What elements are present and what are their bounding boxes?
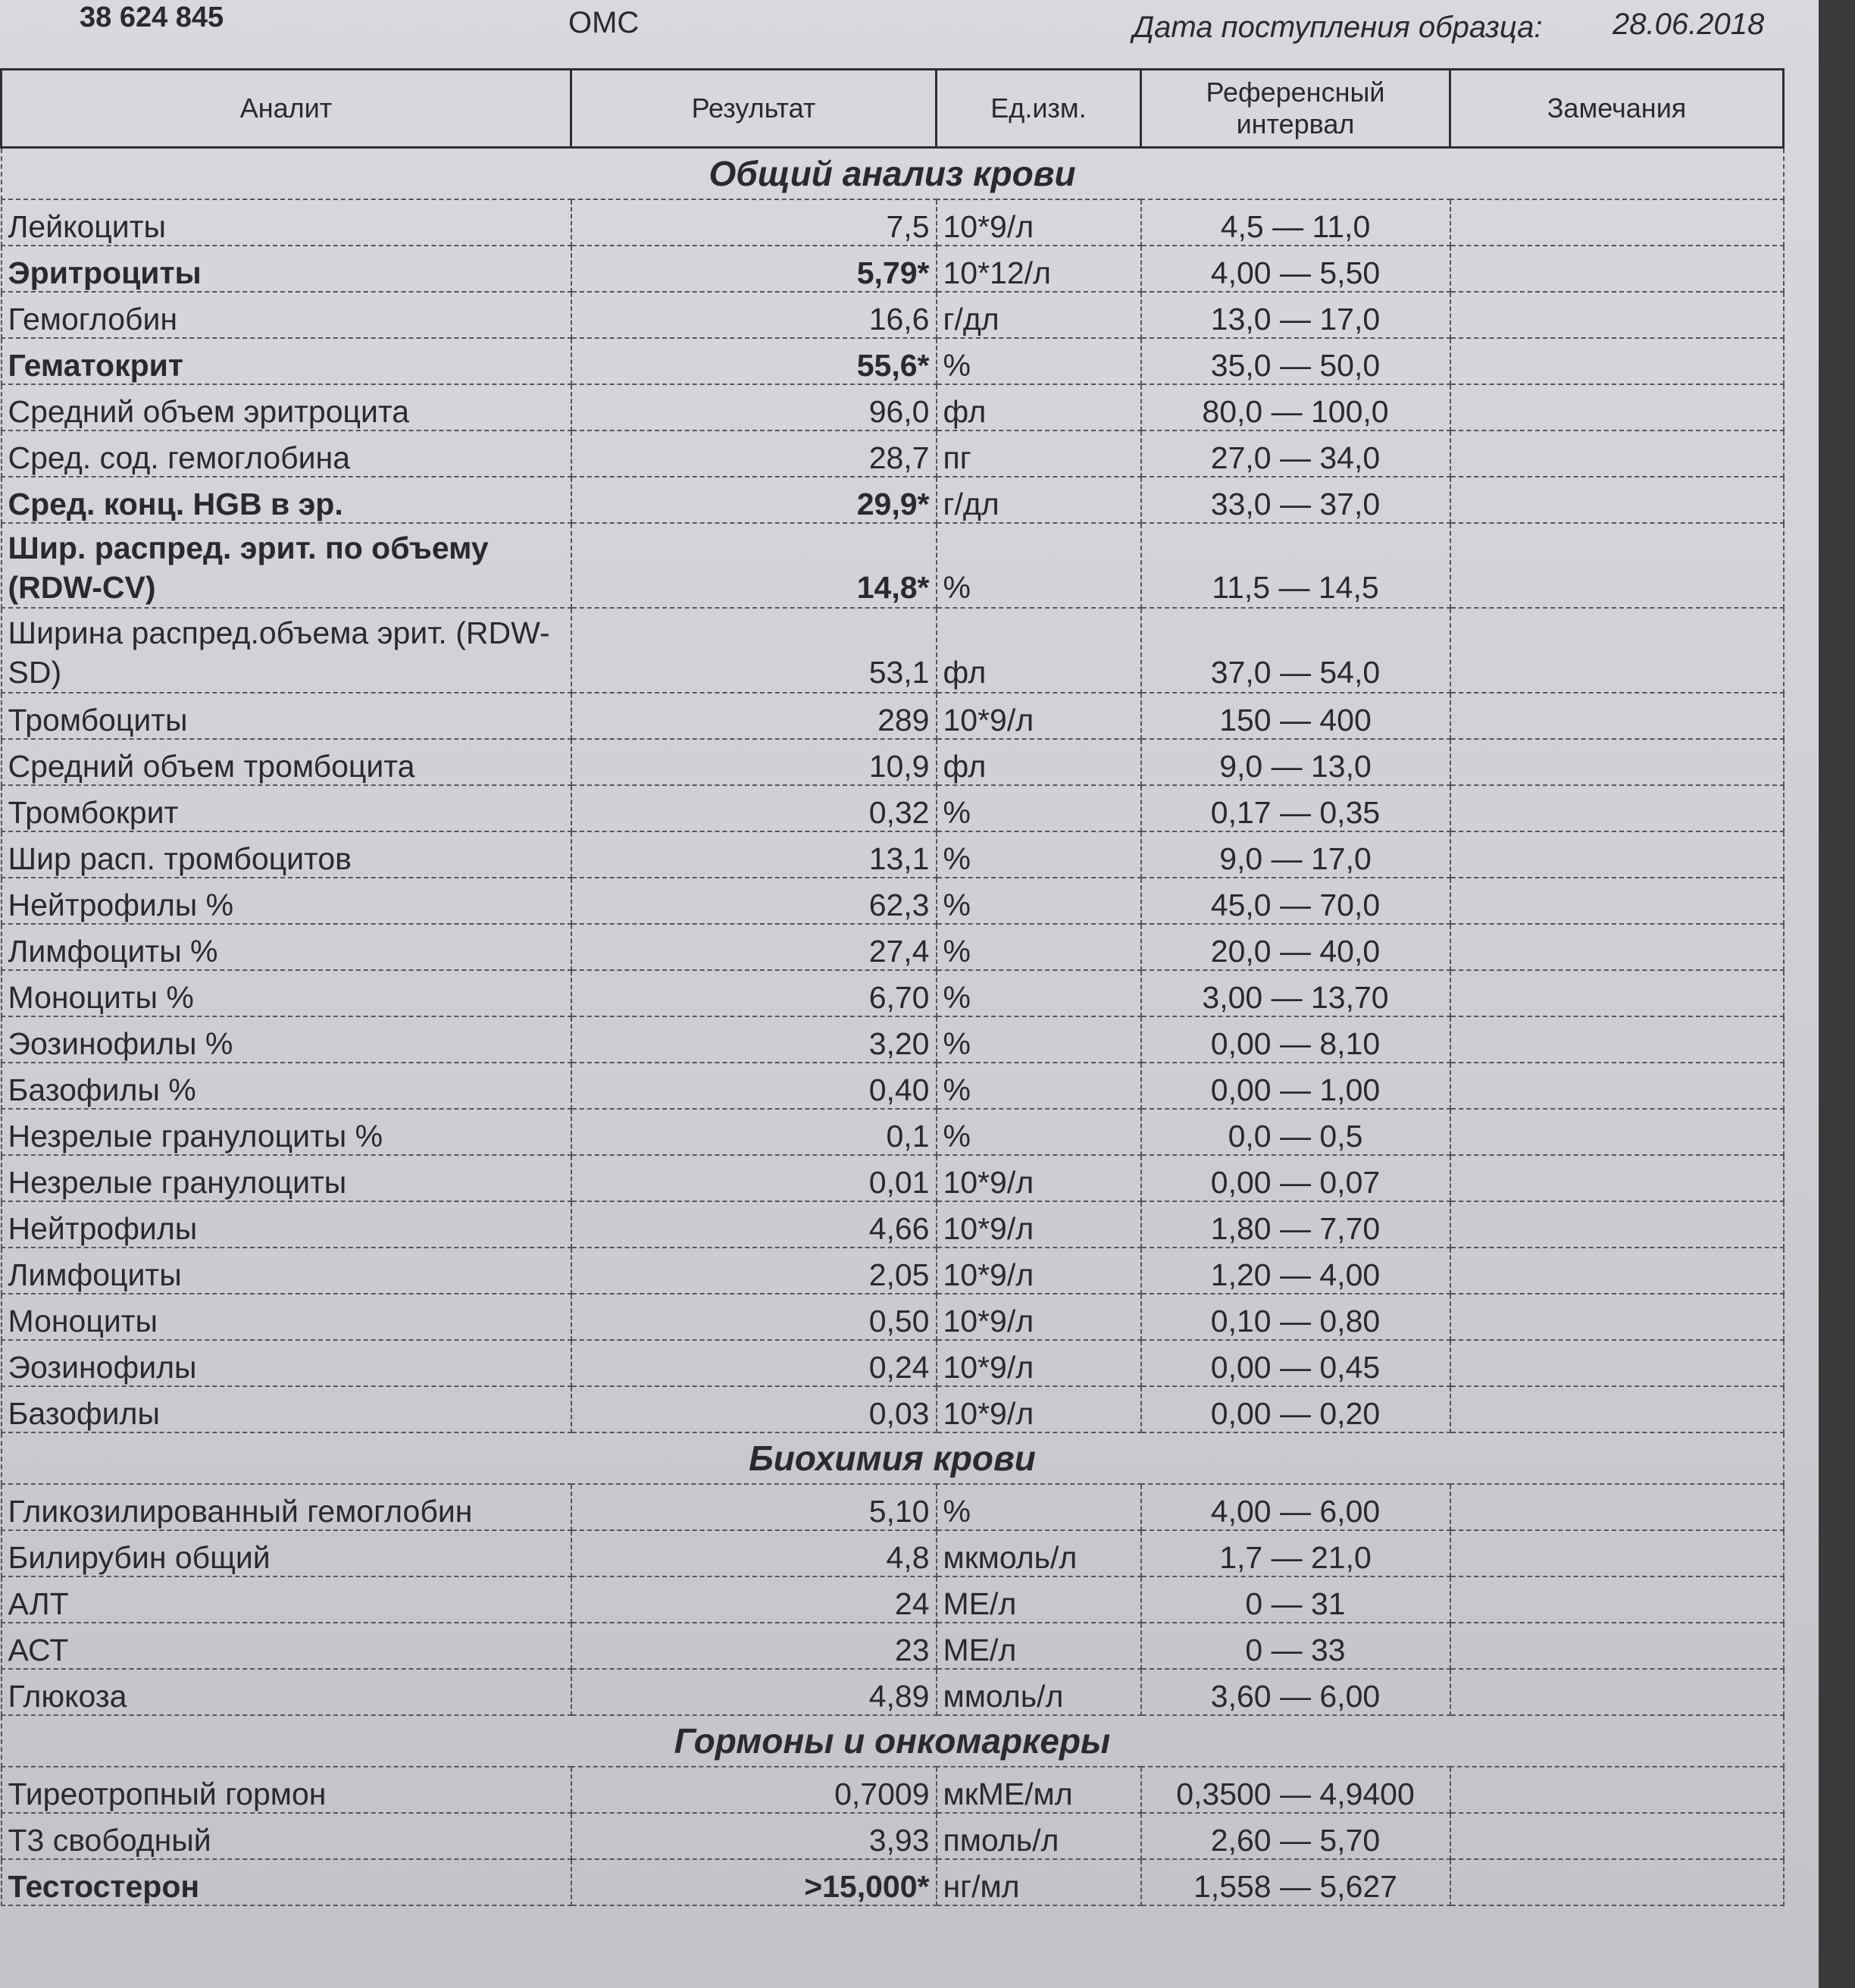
- notes-cell: [1450, 1530, 1784, 1576]
- result-value: 0,24: [571, 1340, 937, 1386]
- result-value: 0,7009: [571, 1767, 937, 1813]
- analyte-name: Моноциты: [2, 1294, 571, 1340]
- analyte-name: Эозинофилы %: [2, 1016, 571, 1063]
- table-row: [2, 430, 1784, 477]
- table-row: [2, 1813, 1784, 1859]
- analyte-name: Нейтрофилы: [2, 1201, 571, 1248]
- table-row: [2, 1669, 1784, 1715]
- result-value: 16,6: [571, 292, 937, 338]
- result-value: 27,4: [571, 924, 937, 970]
- analyte-name: Тромбокрит: [2, 785, 571, 831]
- analyte-name: Гематокрит: [2, 338, 571, 384]
- notes-cell: [1450, 1016, 1784, 1063]
- result-value: 14,8*: [571, 523, 937, 608]
- notes-cell: [1450, 785, 1784, 831]
- table-row: [2, 1016, 1784, 1063]
- table-row: [2, 1484, 1784, 1530]
- notes-cell: [1450, 523, 1784, 608]
- table-header-row: [2, 70, 1784, 148]
- notes-cell: [1450, 970, 1784, 1016]
- reference-interval: 80,0 — 100,0: [1141, 384, 1450, 430]
- unit-value: г/дл: [937, 292, 1141, 338]
- reference-interval: 33,0 — 37,0: [1141, 477, 1450, 523]
- result-value: 13,1: [571, 831, 937, 878]
- table-row: [2, 1294, 1784, 1340]
- notes-cell: [1450, 693, 1784, 739]
- result-value: 0,50: [571, 1294, 937, 1340]
- notes-cell: [1450, 1340, 1784, 1386]
- reference-interval: 3,00 — 13,70: [1141, 970, 1450, 1016]
- reference-interval: 0,00 — 1,00: [1141, 1063, 1450, 1109]
- table-row: [2, 1530, 1784, 1576]
- table-row: [2, 1155, 1784, 1201]
- table-row: [2, 1248, 1784, 1294]
- table-row: [2, 199, 1784, 246]
- analyte-name: Т3 свободный: [2, 1813, 571, 1859]
- result-value: 29,9*: [571, 477, 937, 523]
- section-header-row: [2, 1715, 1784, 1767]
- reference-interval: 0,3500 — 4,9400: [1141, 1767, 1450, 1813]
- table-row: [2, 1767, 1784, 1813]
- analyte-name: Базофилы: [2, 1386, 571, 1432]
- table-row: [2, 523, 1784, 608]
- reference-interval: 9,0 — 17,0: [1141, 831, 1450, 878]
- table-row: [2, 608, 1784, 693]
- result-value: 3,93: [571, 1813, 937, 1859]
- analyte-name: Моноциты %: [2, 970, 571, 1016]
- section-header-row: [2, 148, 1784, 200]
- reference-interval: 27,0 — 34,0: [1141, 430, 1450, 477]
- reference-interval: 0,17 — 0,35: [1141, 785, 1450, 831]
- analyte-name: Средний объем эритроцита: [2, 384, 571, 430]
- unit-value: г/дл: [937, 477, 1141, 523]
- analyte-name: Тиреотропный гормон: [2, 1767, 571, 1813]
- analyte-name: Лимфоциты %: [2, 924, 571, 970]
- unit-value: мкмоль/л: [937, 1530, 1141, 1576]
- column-header-notes: Замечания: [1450, 70, 1784, 148]
- result-value: 23: [571, 1623, 937, 1669]
- unit-value: 10*9/л: [937, 693, 1141, 739]
- reference-interval: 0,00 — 0,20: [1141, 1386, 1450, 1432]
- unit-value: %: [937, 1063, 1141, 1109]
- result-value: 5,10: [571, 1484, 937, 1530]
- analyte-name: Шир расп. тромбоцитов: [2, 831, 571, 878]
- sample-date-label: Дата поступления образца:: [1133, 11, 1543, 44]
- table-row: [2, 1340, 1784, 1386]
- analyte-name: Эозинофилы: [2, 1340, 571, 1386]
- table-row: [2, 739, 1784, 785]
- table-row: [2, 338, 1784, 384]
- table-row: [2, 1063, 1784, 1109]
- notes-cell: [1450, 477, 1784, 523]
- result-value: 10,9: [571, 739, 937, 785]
- unit-value: %: [937, 1484, 1141, 1530]
- unit-value: пмоль/л: [937, 1813, 1141, 1859]
- reference-interval: 0,00 — 8,10: [1141, 1016, 1450, 1063]
- reference-interval: 0,0 — 0,5: [1141, 1109, 1450, 1155]
- reference-interval: 0,00 — 0,07: [1141, 1155, 1450, 1201]
- analyte-name: АСТ: [2, 1623, 571, 1669]
- results-body: [2, 148, 1784, 1906]
- notes-cell: [1450, 1576, 1784, 1623]
- reference-interval: 0 — 31: [1141, 1576, 1450, 1623]
- notes-cell: [1450, 1669, 1784, 1715]
- notes-cell: [1450, 292, 1784, 338]
- unit-value: %: [937, 785, 1141, 831]
- table-row: [2, 924, 1784, 970]
- unit-value: %: [937, 523, 1141, 608]
- analyte-name: Глюкоза: [2, 1669, 571, 1715]
- notes-cell: [1450, 199, 1784, 246]
- result-value: 289: [571, 693, 937, 739]
- report-header-line: [0, 0, 1819, 61]
- reference-interval: 0 — 33: [1141, 1623, 1450, 1669]
- result-value: 0,32: [571, 785, 937, 831]
- table-row: [2, 1623, 1784, 1669]
- section-title: Гормоны и онкомаркеры: [2, 1715, 1784, 1767]
- reference-interval: 0,00 — 0,45: [1141, 1340, 1450, 1386]
- unit-value: мкМЕ/мл: [937, 1767, 1141, 1813]
- notes-cell: [1450, 1767, 1784, 1813]
- column-header-unit: Ед.изм.: [937, 70, 1141, 148]
- result-value: >15,000*: [571, 1859, 937, 1905]
- analyte-name: Лейкоциты: [2, 199, 571, 246]
- result-value: 55,6*: [571, 338, 937, 384]
- result-value: 5,79*: [571, 246, 937, 292]
- reference-interval: 37,0 — 54,0: [1141, 608, 1450, 693]
- result-value: 96,0: [571, 384, 937, 430]
- unit-value: 10*9/л: [937, 1201, 1141, 1248]
- reference-interval: 0,10 — 0,80: [1141, 1294, 1450, 1340]
- notes-cell: [1450, 878, 1784, 924]
- unit-value: ммоль/л: [937, 1669, 1141, 1715]
- column-header-reference: [1141, 70, 1450, 148]
- table-row: [2, 477, 1784, 523]
- section-header-row: [2, 1432, 1784, 1484]
- notes-cell: [1450, 384, 1784, 430]
- unit-value: 10*9/л: [937, 1294, 1141, 1340]
- reference-interval: 9,0 — 13,0: [1141, 739, 1450, 785]
- result-value: 53,1: [571, 608, 937, 693]
- analyte-name: Незрелые гранулоциты %: [2, 1109, 571, 1155]
- result-value: 7,5: [571, 199, 937, 246]
- unit-value: пг: [937, 430, 1141, 477]
- result-value: 4,89: [571, 1669, 937, 1715]
- unit-value: 10*9/л: [937, 1248, 1141, 1294]
- table-row: [2, 1576, 1784, 1623]
- unit-value: 10*9/л: [937, 1386, 1141, 1432]
- reference-interval: 1,20 — 4,00: [1141, 1248, 1450, 1294]
- notes-cell: [1450, 1623, 1784, 1669]
- result-value: 0,1: [571, 1109, 937, 1155]
- payer-label: ОМС: [568, 6, 640, 39]
- column-header-analyte: Аналит: [2, 70, 571, 148]
- notes-cell: [1450, 1063, 1784, 1109]
- notes-cell: [1450, 246, 1784, 292]
- unit-value: 10*12/л: [937, 246, 1141, 292]
- reference-interval: 4,5 — 11,0: [1141, 199, 1450, 246]
- reference-interval: 4,00 — 5,50: [1141, 246, 1450, 292]
- analyte-name: Гемоглобин: [2, 292, 571, 338]
- unit-value: фл: [937, 384, 1141, 430]
- result-value: 4,66: [571, 1201, 937, 1248]
- result-value: 3,20: [571, 1016, 937, 1063]
- reference-interval: 11,5 — 14,5: [1141, 523, 1450, 608]
- table-row: [2, 878, 1784, 924]
- notes-cell: [1450, 1484, 1784, 1530]
- unit-value: %: [937, 1016, 1141, 1063]
- notes-cell: [1450, 739, 1784, 785]
- table-row: [2, 246, 1784, 292]
- notes-cell: [1450, 1386, 1784, 1432]
- analyte-name: Гликозилированный гемоглобин: [2, 1484, 571, 1530]
- result-value: 62,3: [571, 878, 937, 924]
- analyte-name: Незрелые гранулоциты: [2, 1155, 571, 1201]
- analyte-name: Шир. распред. эрит. по объему (RDW-CV): [2, 523, 571, 608]
- analyte-name: Сред. конц. HGB в эр.: [2, 477, 571, 523]
- unit-value: %: [937, 970, 1141, 1016]
- reference-interval: 45,0 — 70,0: [1141, 878, 1450, 924]
- analyte-name: Ширина распред.объема эрит. (RDW-SD): [2, 608, 571, 693]
- patient-id-number: 38 624 845: [80, 2, 224, 33]
- notes-cell: [1450, 831, 1784, 878]
- unit-value: МЕ/л: [937, 1576, 1141, 1623]
- notes-cell: [1450, 924, 1784, 970]
- unit-value: фл: [937, 739, 1141, 785]
- reference-interval: 1,80 — 7,70: [1141, 1201, 1450, 1248]
- notes-cell: [1450, 1294, 1784, 1340]
- result-value: 24: [571, 1576, 937, 1623]
- table-row: [2, 1386, 1784, 1432]
- result-value: 6,70: [571, 970, 937, 1016]
- reference-interval: 150 — 400: [1141, 693, 1450, 739]
- notes-cell: [1450, 1248, 1784, 1294]
- column-header-result: Результат: [571, 70, 937, 148]
- analyte-name: Сред. сод. гемоглобина: [2, 430, 571, 477]
- column-header-reference-line2: интервал: [1236, 108, 1355, 139]
- table-row: [2, 785, 1784, 831]
- reference-interval: 2,60 — 5,70: [1141, 1813, 1450, 1859]
- notes-cell: [1450, 430, 1784, 477]
- notes-cell: [1450, 1859, 1784, 1905]
- result-value: 0,03: [571, 1386, 937, 1432]
- notes-cell: [1450, 1813, 1784, 1859]
- table-row: [2, 1109, 1784, 1155]
- result-value: 2,05: [571, 1248, 937, 1294]
- results-table: [0, 68, 1785, 1906]
- column-header-reference-line1: Референсный: [1206, 77, 1385, 108]
- analyte-name: Тестостерон: [2, 1859, 571, 1905]
- table-row: [2, 1201, 1784, 1248]
- reference-interval: 13,0 — 17,0: [1141, 292, 1450, 338]
- analyte-name: Базофилы %: [2, 1063, 571, 1109]
- reference-interval: 35,0 — 50,0: [1141, 338, 1450, 384]
- result-value: 28,7: [571, 430, 937, 477]
- notes-cell: [1450, 1201, 1784, 1248]
- unit-value: %: [937, 1109, 1141, 1155]
- unit-value: 10*9/л: [937, 1340, 1141, 1386]
- analyte-name: АЛТ: [2, 1576, 571, 1623]
- notes-cell: [1450, 338, 1784, 384]
- notes-cell: [1450, 608, 1784, 693]
- reference-interval: 4,00 — 6,00: [1141, 1484, 1450, 1530]
- unit-value: %: [937, 831, 1141, 878]
- reference-interval: 20,0 — 40,0: [1141, 924, 1450, 970]
- result-value: 0,40: [571, 1063, 937, 1109]
- notes-cell: [1450, 1155, 1784, 1201]
- unit-value: 10*9/л: [937, 1155, 1141, 1201]
- reference-interval: 1,558 — 5,627: [1141, 1859, 1450, 1905]
- table-row: [2, 384, 1784, 430]
- unit-value: %: [937, 338, 1141, 384]
- analyte-name: Тромбоциты: [2, 693, 571, 739]
- unit-value: %: [937, 878, 1141, 924]
- table-row: [2, 831, 1784, 878]
- unit-value: фл: [937, 608, 1141, 693]
- table-row: [2, 693, 1784, 739]
- reference-interval: 3,60 — 6,00: [1141, 1669, 1450, 1715]
- unit-value: МЕ/л: [937, 1623, 1141, 1669]
- result-value: 0,01: [571, 1155, 937, 1201]
- unit-value: 10*9/л: [937, 199, 1141, 246]
- sample-date-value: 28.06.2018: [1613, 8, 1765, 41]
- analyte-name: Билирубин общий: [2, 1530, 571, 1576]
- result-value: 4,8: [571, 1530, 937, 1576]
- section-title: Общий анализ крови: [2, 148, 1784, 200]
- section-title: Биохимия крови: [2, 1432, 1784, 1484]
- table-row: [2, 970, 1784, 1016]
- notes-cell: [1450, 1109, 1784, 1155]
- reference-interval: 1,7 — 21,0: [1141, 1530, 1450, 1576]
- analyte-name: Нейтрофилы %: [2, 878, 571, 924]
- table-row: [2, 292, 1784, 338]
- table-row: [2, 1859, 1784, 1905]
- analyte-name: Средний объем тромбоцита: [2, 739, 571, 785]
- analyte-name: Лимфоциты: [2, 1248, 571, 1294]
- unit-value: %: [937, 924, 1141, 970]
- analyte-name: Эритроциты: [2, 246, 571, 292]
- unit-value: нг/мл: [937, 1859, 1141, 1905]
